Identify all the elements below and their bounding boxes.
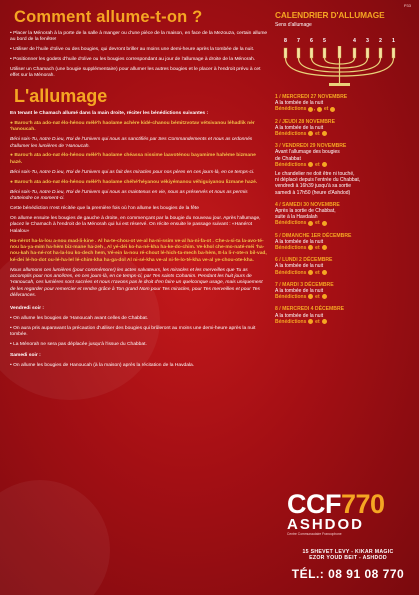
calendar-day-line: suite à la Havdalah <box>275 214 318 221</box>
candle-digit: 1 <box>392 38 395 44</box>
logo-ashdod-text: ASHDOD <box>287 516 365 533</box>
blessing-ring-icon <box>330 107 335 112</box>
address-line-2: EZOR YOUD BEIT - ASHDOD <box>309 555 387 562</box>
blessing-1-transliteration: ● Barou'h ata ado-naï élo-hénou mélé'h haolame achère kidé-chanou bémitzvotav vétsivanou léhadlik nèr 'hanoucah. <box>10 120 255 133</box>
intro-item: • Utiliser de l'huile d'olive ou des bougies, qui devront briller au moins une demi-heure après la tombée de la nuit. <box>10 46 255 52</box>
calendar-day-line: A la tombée de la nuit <box>275 312 324 319</box>
calendar-day-title: 8 / MERCREDI 4 DÉCEMBRE <box>275 306 345 313</box>
section-title-how: Comment allume-t-on ? <box>14 8 203 26</box>
after-text: On allume ensuite les bougies de gauche à droite, en commençant par la bougie du nouveau jour. Après l'allumage, placez le Chamach à l'endroit de la Ménorah qui lui est réservé. On récite ensuite le passage suivant : «Hanérot Halalou» <box>10 215 261 234</box>
blessing-ring-icon <box>308 270 313 275</box>
candle-order-digits <box>275 38 415 46</box>
candle-digit: 6 <box>310 38 313 44</box>
calendar-day-blessings: Bénédictions et <box>275 245 415 251</box>
blessing-ring-icon <box>308 294 313 299</box>
calendar-day-line: A la tombée de la nuit <box>275 124 324 131</box>
blessing-ring-icon <box>322 270 327 275</box>
calendar-day-blessings: Bénédictions et <box>275 319 415 325</box>
calendar-day-title: 1 / MERCREDI 27 NOVEMBRE <box>275 94 348 100</box>
logo-770-text: 770 <box>341 489 385 519</box>
calendar-day-blessings: Bénédictions , et <box>275 106 415 112</box>
calendar-day <box>275 202 415 227</box>
address-line-1: 15 SHEVET LEVY - KIKAR MAGIC <box>302 549 394 555</box>
blessing-ring-icon <box>308 162 313 167</box>
calendar-title: CALENDRIER D'ALLUMAGE <box>275 10 385 20</box>
blessing-ring-icon <box>322 245 327 250</box>
hanerot-translation: Nous allumons ces lumières (pour commémorer) les actes salvateurs, les miracles et les merveilles que Tu as accomplis pour nos ancêtres, en ces jours-là, en ce temps-ci, par Tes saints Cohanim. Pendant les huit jours de 'Hanoucah, ces lumières sont sacrées et nous n'avons pas le droit d'en faire un quelconque usage, mais uniquement de les regarder pour remercier et rendre grâce à Ton grand Nom pour Tes miracles, pour Tes merveilles et pour Tes délivrances. <box>10 267 263 299</box>
blessing-ring-icon <box>322 131 327 136</box>
saturday-title: Samedi soir : <box>10 353 41 359</box>
blessing-ring-icon <box>308 245 313 250</box>
intro-list <box>10 31 268 80</box>
calendar-day-blessings: Bénédictions et <box>275 131 415 137</box>
friday-item: • On aura pris auparavant la précaution d'utiliser des bougies qui brûleront au moins une demi-heure après la nuit tombée. <box>10 325 256 337</box>
instructions-column <box>10 8 268 370</box>
blessing-ring-icon <box>308 319 313 324</box>
calendar-column <box>275 10 415 325</box>
page-number: P33 <box>403 3 411 8</box>
calendar-day-line: de Chabbat <box>275 155 301 162</box>
calendar-subtitle: Sens d'allumage <box>275 22 312 28</box>
calendar-day <box>275 119 415 138</box>
calendar-day-line: A la tombée de la nuit <box>275 263 324 270</box>
logo-subtitle: Centre Communautaire Francophone <box>287 532 342 536</box>
hanerot-transliteration: Ha-nèrot ha-la-lou a-nou mad-li-kine . Al ha-te-chou-ot ve-al ha-ni-ssim ve-al ha-ni-fa-ot . Che-a-si-ta la-avo-té-nou ba-ya-mim ha-hèm biz-mane ha-zeh , Al yé-déi ko-ha-né-kha ha-ke-do-chim. Ve-khol che-mo-naté-méi 'ha-nou-kah ha-né-rot ha-la-lou ko-dech hem, Vé-ein la-nou ré-chout lé-hich-ta-mech ba-hèm, E-la li-r-ote-n bil-vad, ké-dei lé-ho-dot ou-lé-ha-lel lé-chim-kha ha-ga-dol Al ni-sé-kha ve-al ni-fe-lo-té-kha ve-al ye-chou-ote-kha. <box>10 238 267 263</box>
blessing-1-translation: Béni sois-Tu, notre D.ieu, Roi de l'Univers qui nous as sanctifiés par Ses Commandements et nous as ordonnés d'allumer les lumières de 'Hanoucah. <box>10 137 253 149</box>
menorah-icon <box>280 46 400 88</box>
calendar-day <box>275 143 415 196</box>
calendar-day-note: Le chandelier ne doit être ni touché, <box>275 171 355 178</box>
friday-item: • On allume les bougies de 'Hanoucah avant celles de Chabbat. <box>10 315 149 321</box>
calendar-day <box>275 257 415 276</box>
blessing-ring-icon <box>322 221 327 226</box>
friday-title: Vendredi soir : <box>10 305 44 311</box>
ccf-logo <box>287 489 407 536</box>
blessing-ring-icon <box>317 107 322 112</box>
intro-item: • Positionner les godets d'huile d'olive ou les bougies correspondant au jour de l'allumage à droite de la Ménorah. <box>10 56 256 62</box>
calendar-day-line: A la tombée de la nuit <box>275 288 324 295</box>
calendar-day-line: Avant l'allumage des bougies <box>275 149 340 156</box>
friday-list <box>10 316 268 349</box>
candle-digit: 3 <box>366 38 369 44</box>
calendar-day-title: 3 / VENDREDI 29 NOVEMBRE <box>275 143 347 150</box>
calendar-day-blessings: Bénédictions et <box>275 220 415 226</box>
telephone: TÉL.: 08 91 08 770 <box>291 567 405 581</box>
blessing-3-translation: Béni sois-Tu, notre D.ieu, Roi de l'Univers qui nous as maintenus en vie, nous as préservés et nous as permis d'atteindre ce moment-ci. <box>10 189 248 201</box>
address <box>283 549 413 561</box>
blessing-ring-icon <box>308 221 313 226</box>
blessing-ring-icon <box>322 319 327 324</box>
blessing-ring-icon <box>322 294 327 299</box>
calendar-day-note: samedi à 17h50 (heure d'Ashdod) <box>275 189 351 196</box>
calendar-day-title: 2 / JEUDI 28 NOVEMBRE <box>275 118 336 125</box>
calendar-day-note: vendredi à 16h39 jusqu'à sa sortie <box>275 183 352 190</box>
blessing-2-translation: Béni sois-Tu, notre D.ieu, Roi de l'Univers qui as fait des miracles pour nos pères en ces jours-là, en ce temps-ci. <box>10 169 255 175</box>
candle-digit: 2 <box>379 38 382 44</box>
calendar-day-line: A la tombée de la nuit <box>275 238 324 245</box>
calendar-day-blessings: Bénédictions et <box>275 294 415 300</box>
saturday-item: • On allume les bougies de Hanoucah (à la maison) après la récitation de la Havdala. <box>10 363 195 369</box>
calendar-day-note: ni déplacé depuis l'entrée du Chabbat, <box>275 177 361 184</box>
calendar-day-title: 6 / LUNDI 2 DÉCEMBRE <box>275 257 333 264</box>
candle-digit: 5 <box>323 38 326 44</box>
calendar-day-blessings: Bénédictions et <box>275 270 415 276</box>
blessing-3-transliteration: ● Barou'h ata ado-naï élo-hénou mélé'h haolame chéhé'héyanou vékiyémanou véhiguiyanou lizmane hazé. <box>10 179 258 185</box>
calendar-day-line: A la tombée de la nuit <box>275 100 324 107</box>
calendar-day-title: 7 / MARDI 3 DÉCEMBRE <box>275 281 334 288</box>
calendar-day <box>275 233 415 252</box>
calendar-day <box>275 306 415 325</box>
calendar-day-title: 5 / DIMANCHE 1ER DÉCEMBRE <box>275 232 352 239</box>
blessing-ring-icon <box>308 131 313 136</box>
section-title-allumage: L'allumage <box>14 86 108 107</box>
candle-digit: 4 <box>353 38 356 44</box>
candle-digit: 8 <box>284 38 287 44</box>
candle-digit: 7 <box>297 38 300 44</box>
calendar-days <box>275 94 415 325</box>
calendar-day <box>275 94 415 113</box>
intro-item: Utiliser un Chamach (une bougie supplémentaire) pour allumer les autres bougies et le placer à l'endroit prévu à cet effet sur la Ménorah. <box>10 66 261 79</box>
calendar-day-blessings: Bénédictions et <box>275 162 415 168</box>
friday-item: • La Ménorah ne sera pas déplacée jusqu'à l'issue du Chabbat. <box>10 341 147 347</box>
logo-ccf-text: CCF <box>287 489 341 519</box>
blessing-3-note: Cette bénédiction n'est récitée que la première fois où l'on allume les bougies de la fête <box>10 205 199 211</box>
saturday-list <box>10 363 268 369</box>
calendar-day-title: 4 / SAMEDI 30 NOVEMBRE <box>275 201 340 208</box>
calendar-day <box>275 282 415 301</box>
intro-item: • Placer la Ménorah à la porte de la salle à manger ou d'une pièce de la maison, en face de la Mezouza, certain allume au bord de la fenêtre! <box>10 30 268 42</box>
lead-text: En tenant le Chamach allumé dans la main droite, réciter les bénédictions suivantes : <box>10 110 209 116</box>
blessing-2-transliteration: ● Barou'h ata ado-naï élo-hénou mélé'h haolame chéassa nissime laavoténou bayamime hahème bizmane hazé. <box>10 153 256 165</box>
calendar-day-line: Après la sortie de Chabbat, <box>275 208 336 215</box>
blessing-ring-icon <box>308 107 313 112</box>
blessing-ring-icon <box>322 162 327 167</box>
